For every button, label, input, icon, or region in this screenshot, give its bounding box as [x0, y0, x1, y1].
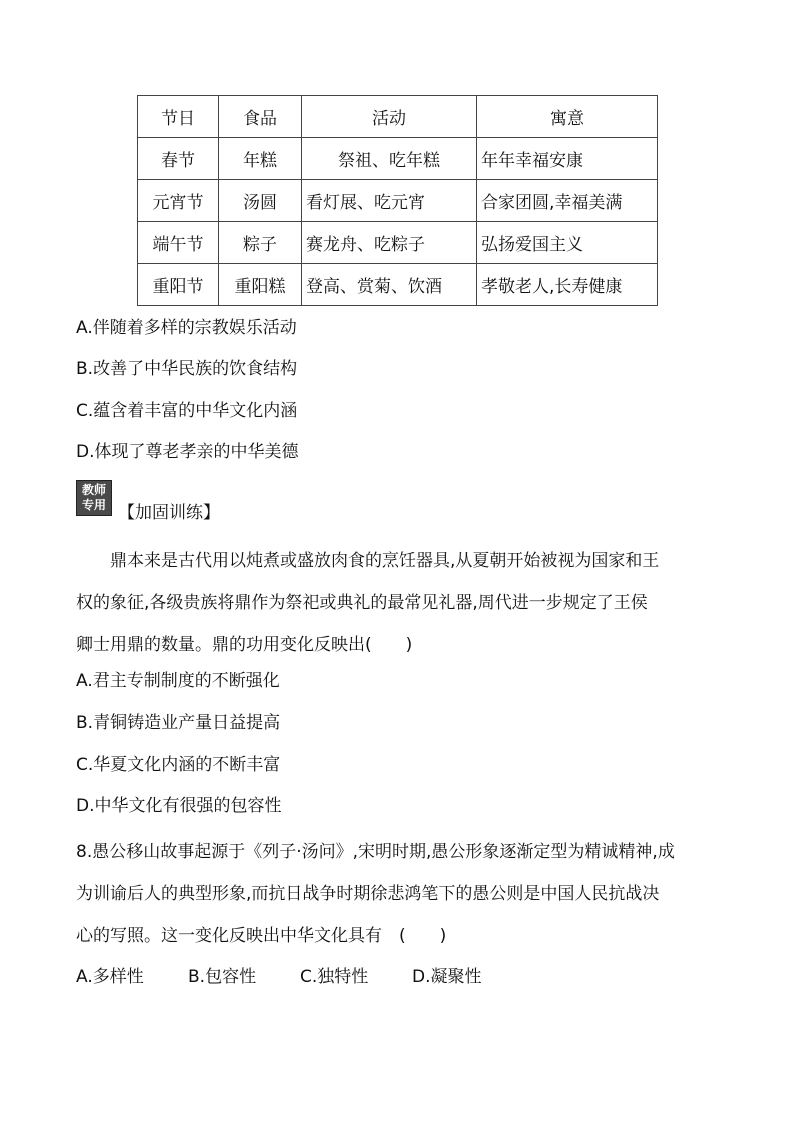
- q8-option-a: A.多样性: [76, 967, 144, 987]
- section-title: 【加固训练】: [118, 503, 220, 523]
- q2-stem-line: 卿士用鼎的数量。鼎的功用变化反映出( ): [76, 635, 413, 655]
- table-cell: 年糕: [219, 138, 302, 180]
- table-header-cell: 活动: [302, 96, 477, 138]
- q1-option-d: D.体现了尊老孝亲的中华美德: [76, 442, 299, 462]
- q8-stem-line: 8.愚公移山故事起源于《列子·汤问》,宋明时期,愚公形象逐渐定型为精诚精神,成: [76, 842, 675, 862]
- table-row: [138, 222, 658, 264]
- table-cell: 汤圆: [219, 180, 302, 222]
- q8-option-d: D.凝聚性: [412, 967, 482, 987]
- festival-table: [137, 95, 658, 306]
- table-cell: 孝敬老人,长寿健康: [477, 264, 658, 306]
- table-cell: 看灯展、吃元宵: [302, 180, 477, 222]
- table-cell: 粽子: [219, 222, 302, 264]
- table-cell: 弘扬爱国主义: [477, 222, 658, 264]
- table-header-cell: 寓意: [477, 96, 658, 138]
- table-cell: 登高、赏菊、饮酒: [302, 264, 477, 306]
- table-header-cell: 节日: [138, 96, 219, 138]
- table-row: [138, 138, 658, 180]
- badge-line: 专用: [81, 498, 106, 512]
- table-cell: 合家团圆,幸福美满: [477, 180, 658, 222]
- q2-option-b: B.青铜铸造业产量日益提高: [76, 713, 281, 733]
- table-cell: 年年幸福安康: [477, 138, 658, 180]
- q8-stem-line: 为训谕后人的典型形象,而抗日战争时期徐悲鸿笔下的愚公则是中国人民抗战决: [76, 884, 660, 904]
- table-row: [138, 264, 658, 306]
- badge-line: 教师: [81, 483, 106, 497]
- q1-option-a: A.伴随着多样的宗教娱乐活动: [76, 318, 297, 338]
- table-cell: 重阳节: [138, 264, 219, 306]
- q2-option-d: D.中华文化有很强的包容性: [76, 796, 282, 816]
- table-cell: 端午节: [138, 222, 219, 264]
- q8-stem-line: 心的写照。这一变化反映出中华文化具有 ( ): [76, 926, 447, 946]
- table-row: [138, 180, 658, 222]
- table-cell: 元宵节: [138, 180, 219, 222]
- table-header-row: [138, 96, 658, 138]
- q8-option-b: B.包容性: [188, 967, 257, 987]
- teacher-only-badge: [76, 480, 112, 516]
- q1-option-c: C.蕴含着丰富的中华文化内涵: [76, 401, 298, 421]
- table-cell: 赛龙舟、吃粽子: [302, 222, 477, 264]
- q2-option-a: A.君主专制制度的不断强化: [76, 671, 280, 691]
- q1-option-b: B.改善了中华民族的饮食结构: [76, 359, 298, 379]
- table-cell: 春节: [138, 138, 219, 180]
- q2-option-c: C.华夏文化内涵的不断丰富: [76, 755, 281, 775]
- q2-stem-line: 权的象征,各级贵族将鼎作为祭祀或典礼的最常见礼器,周代进一步规定了王侯: [76, 593, 648, 613]
- table-cell: 祭祖、吃年糕: [302, 138, 477, 180]
- q8-options: [76, 962, 482, 987]
- table-header-cell: 食品: [219, 96, 302, 138]
- table-cell: 重阳糕: [219, 264, 302, 306]
- q2-stem-line: 鼎本来是古代用以炖煮或盛放肉食的烹饪器具,从夏朝开始被视为国家和王: [110, 551, 660, 571]
- q8-option-c: C.独特性: [300, 967, 369, 987]
